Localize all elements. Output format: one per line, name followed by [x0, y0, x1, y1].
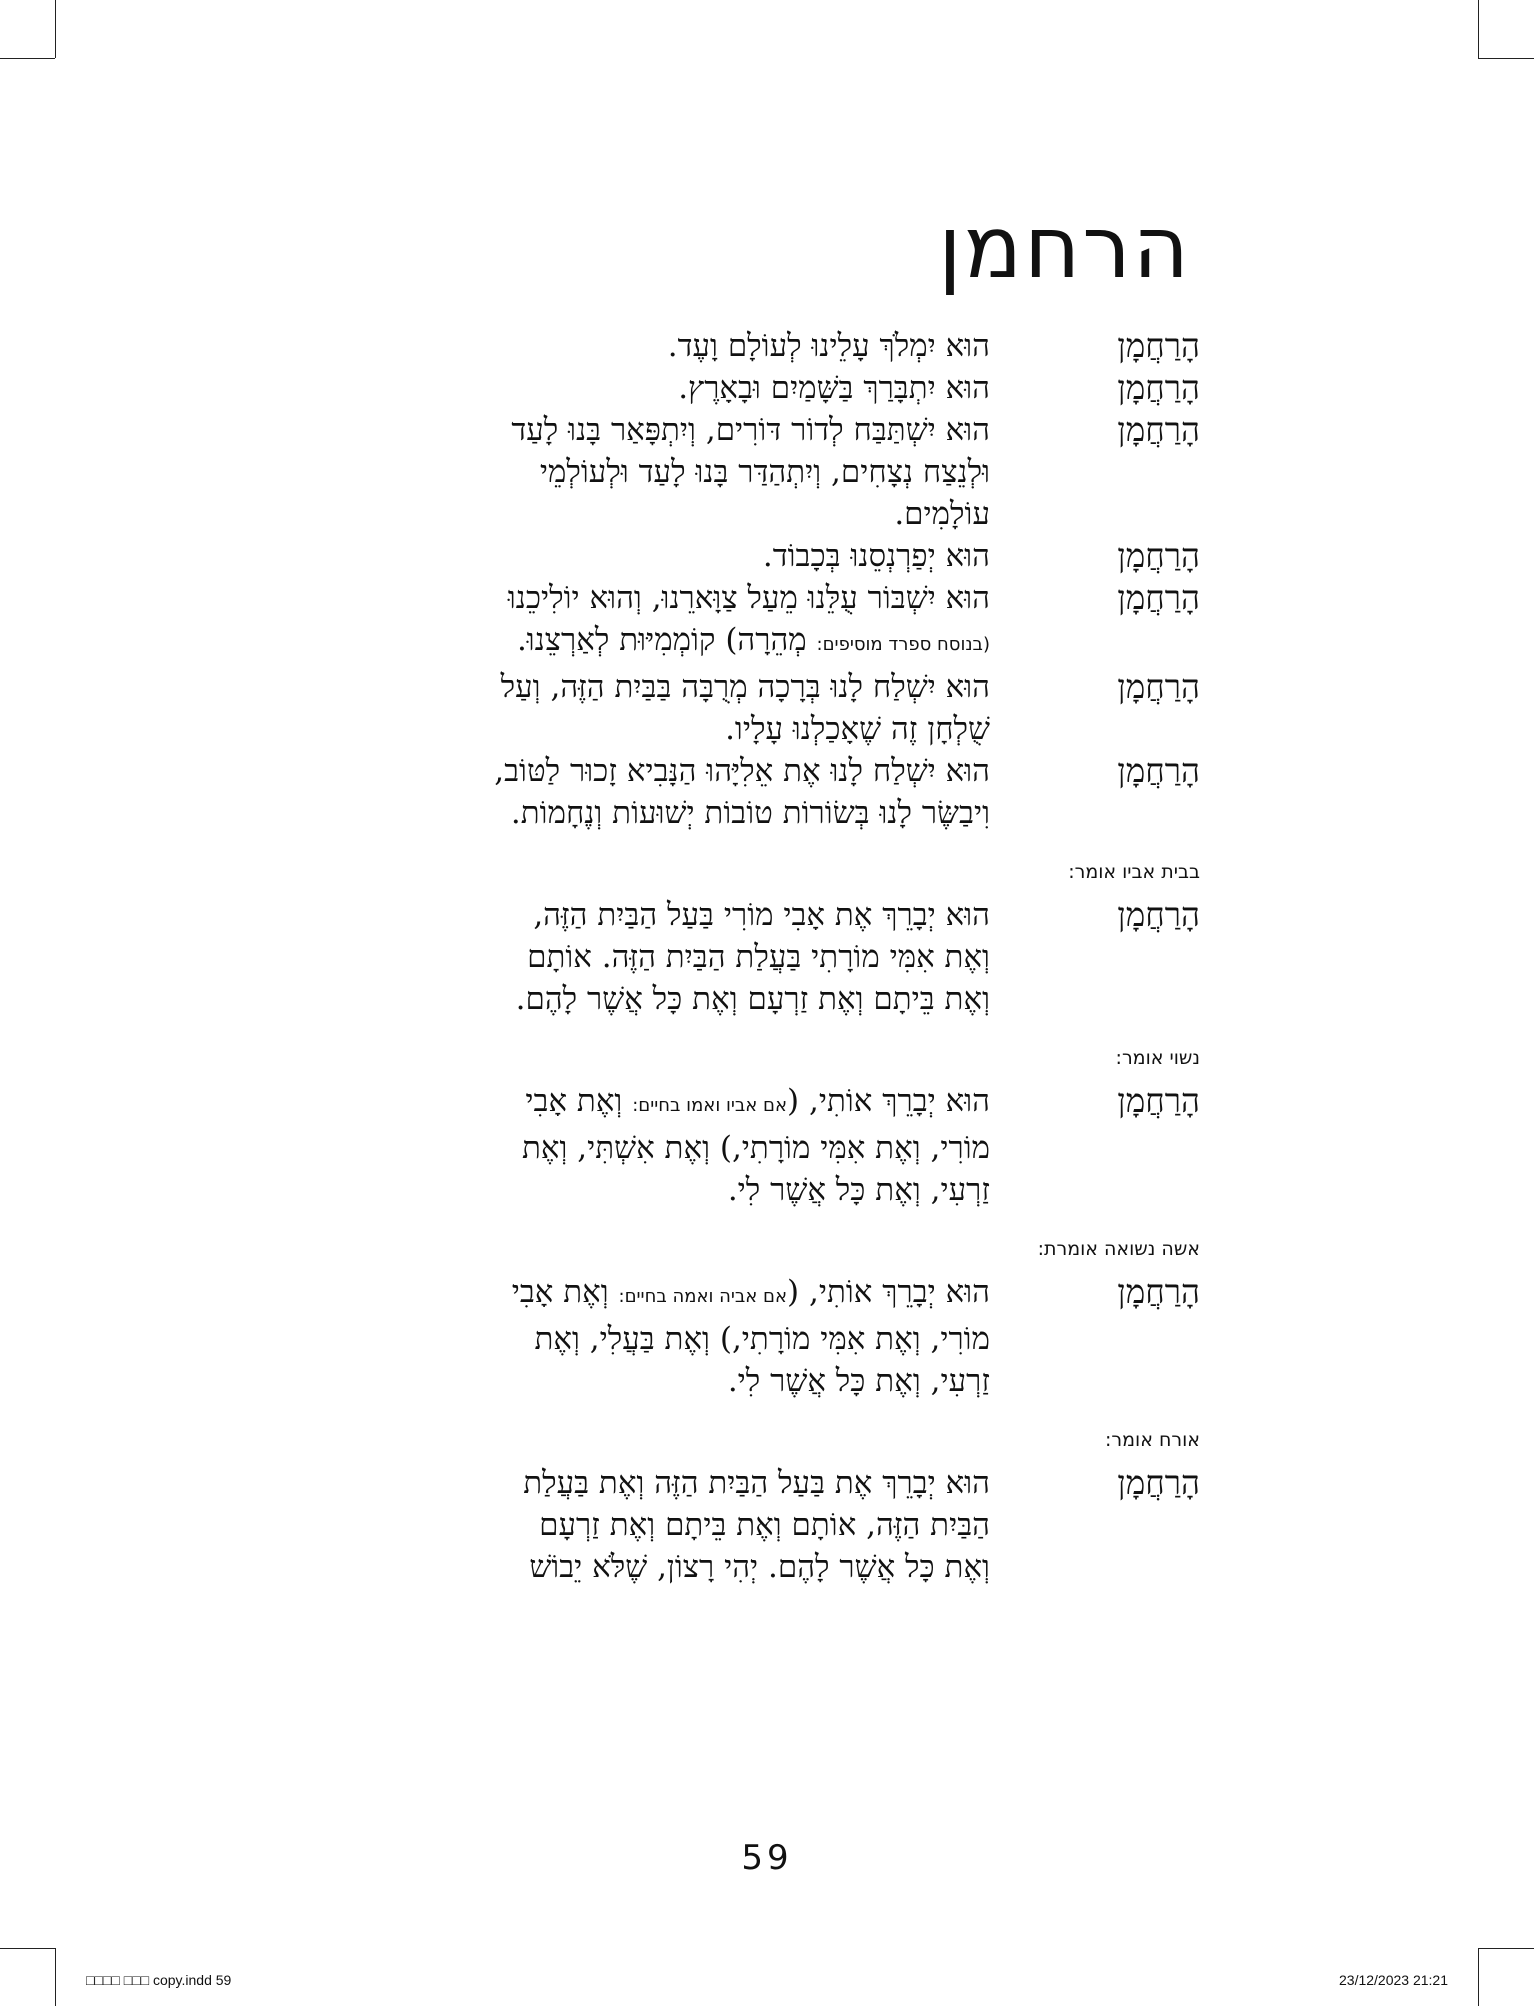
- text-fragment: הוּא יְבָרֵךְ אוֹתִי, (: [787, 1274, 990, 1310]
- text-line: הוּא יִשְׁתַּבַּח לְדוֹר דּוֹרִים, וְיִתְפָּאַר בָּנוּ לָעַד: [511, 412, 990, 448]
- prayer-entry: [200, 894, 1200, 1020]
- entry-label: הָרַחֲמָן: [1117, 1081, 1200, 1120]
- prayer-entry: [200, 1080, 1200, 1211]
- text-line: וְאֶת אִמִּי מוֹרָתִי בַּעֲלַת הַבַּיִת הַזֶּה. אוֹתָם: [527, 939, 990, 975]
- text-fragment: וְאֶת אָבִי: [525, 1083, 633, 1119]
- text-line: וְאֶת כָּל אֲשֶׁר לָהֶם. יְהִי רָצוֹן, שֶׁלֹּא יֵבוֹשׁ: [529, 1549, 990, 1585]
- prayer-entry: [200, 325, 1200, 367]
- prayer-entry: [200, 577, 1200, 666]
- crop-mark: [55, 1948, 56, 2006]
- prayer-entry: [200, 750, 1200, 834]
- text-line: וִיבַשֶּׂר לָנוּ בְּשׂוֹרוֹת טוֹבוֹת יְשׁוּעוֹת וְנֶחָמוֹת.: [510, 795, 990, 831]
- entry-body: [395, 577, 990, 666]
- text-line: הוּא יְבָרֵךְ אֶת בַּעַל הַבַּיִת הַזֶּה וְאֶת בַּעֲלַת: [523, 1465, 990, 1501]
- text-line: מוֹרִי, וְאֶת אִמִּי מוֹרָתִי,) וְאֶת בַּעֲלִי, וְאֶת: [534, 1321, 990, 1357]
- entry-body: [395, 409, 990, 535]
- text-line: זַרְעִי, וְאֶת כָּל אֲשֶׁר לִי.: [727, 1172, 990, 1208]
- section-instruction: אשה נשואה אומרת:: [1037, 1238, 1200, 1260]
- entry-label: הָרַחֲמָן: [1117, 895, 1200, 934]
- entry-body: [395, 666, 990, 750]
- entry-body: [395, 1080, 990, 1211]
- entry-body: [395, 894, 990, 1020]
- crop-mark: [0, 58, 55, 59]
- text-line: וּלְנֵצַח נְצָחִים, וְיִתְהַדַּר בָּנוּ לָעַד וּלְעוֹלְמֵי: [539, 454, 990, 490]
- entry-label: הָרַחֲמָן: [1117, 368, 1200, 407]
- entry-label: הָרַחֲמָן: [1117, 326, 1200, 365]
- prayer-entry: [200, 367, 1200, 409]
- entry-label: הָרַחֲמָן: [1117, 751, 1200, 790]
- entry-label: הָרַחֲמָן: [1117, 578, 1200, 617]
- crop-mark: [1478, 1948, 1534, 1949]
- text-line: הוּא יִתְבָּרַךְ בַּשָּׁמַיִם וּבָאָרֶץ.: [678, 370, 990, 406]
- page-title: הרחמן: [938, 198, 1191, 298]
- section-instruction: אורח אומר:: [1105, 1429, 1200, 1451]
- prayer-entry: [200, 409, 1200, 535]
- entry-body: [395, 1462, 990, 1588]
- entry-body: [395, 367, 990, 409]
- text-line: הוּא יִשְׁבּוֹר עֻלֵּנוּ מֵעַל צַוָּארֵנוּ, וְהוּא יוֹלִיכֵנוּ: [507, 580, 990, 616]
- text-line: [395, 619, 990, 666]
- entry-label: הָרַחֲמָן: [1117, 410, 1200, 449]
- text-line: עוֹלָמִים.: [894, 496, 990, 532]
- crop-mark: [1478, 0, 1479, 58]
- section-instruction: בבית אביו אומר:: [1068, 861, 1200, 883]
- slug-filename: □□□□ □□□ copy.indd 59: [86, 1972, 232, 1988]
- slug-datetime: 23/12/2023 21:21: [1339, 1972, 1448, 1988]
- entry-label: הָרַחֲמָן: [1117, 667, 1200, 706]
- text-line: [395, 1080, 990, 1127]
- crop-mark: [1478, 1948, 1479, 2006]
- entry-body: [395, 750, 990, 834]
- prayer-text: [200, 325, 1200, 1588]
- prayer-entry: [200, 666, 1200, 750]
- entry-label: הָרַחֲמָן: [1117, 1272, 1200, 1311]
- crop-mark: [1478, 58, 1534, 59]
- crop-mark: [0, 1948, 55, 1949]
- entry-label: הָרַחֲמָן: [1117, 1463, 1200, 1502]
- text-fragment: וְאֶת אָבִי: [511, 1274, 619, 1310]
- text-line: הוּא יִמְלֹךְ עָלֵינוּ לְעוֹלָם וָעֶד.: [667, 328, 990, 364]
- text-line: הַבַּיִת הַזֶּה, אוֹתָם וְאֶת בֵּיתָם וְאֶת זַרְעָם: [539, 1507, 990, 1543]
- text-fragment: הוּא יְבָרֵךְ אוֹתִי, (: [787, 1083, 990, 1119]
- text-line: הוּא יְפַרְנְסֵנוּ בְּכָבוֹד.: [762, 538, 990, 574]
- text-line: שֻׁלְחָן זֶה שֶׁאָכַלְנוּ עָלָיו.: [725, 711, 990, 747]
- page-number: 59: [741, 1838, 793, 1878]
- nusach-note: (בנוסח ספרד מוסיפים:: [816, 634, 990, 655]
- text-line: הוּא יִשְׁלַח לָנוּ בְּרָכָה מְרֻבָּה בַּבַּיִת הַזֶּה, וְעַל: [500, 669, 990, 705]
- text-line: מוֹרִי, וְאֶת אִמִּי מוֹרָתִי,) וְאֶת אִשְׁתִּי, וְאֶת: [521, 1130, 990, 1166]
- text-line: הוּא יִשְׁלַח לָנוּ אֶת אֵלִיָּהוּ הַנָּבִיא זָכוּר לַטּוֹב,: [494, 753, 990, 789]
- text-line: וְאֶת בֵּיתָם וְאֶת זַרְעָם וְאֶת כָּל אֲשֶׁר לָהֶם.: [515, 981, 990, 1017]
- prayer-entry: [200, 535, 1200, 577]
- crop-mark: [55, 0, 56, 58]
- entry-body: [395, 1271, 990, 1402]
- prayer-entry: [200, 1462, 1200, 1588]
- entry-body: [395, 325, 990, 367]
- parents-note: אם אביה ואמה בחיים:: [618, 1286, 788, 1307]
- entry-label: הָרַחֲמָן: [1117, 536, 1200, 575]
- text-line: זַרְעִי, וְאֶת כָּל אֲשֶׁר לִי.: [727, 1363, 990, 1399]
- text-fragment: מְהֵרָה) קוֹמְמִיּוּת לְאַרְצֵנוּ.: [516, 622, 807, 658]
- entry-body: [395, 535, 990, 577]
- prayer-entry: [200, 1271, 1200, 1402]
- section-instruction: נשוי אומר:: [1115, 1047, 1200, 1069]
- text-line: הוּא יְבָרֵךְ אֶת אָבִי מוֹרִי בַּעַל הַבַּיִת הַזֶּה,: [533, 897, 990, 933]
- parents-note: אם אביו ואמו בחיים:: [632, 1095, 788, 1116]
- text-line: [395, 1271, 990, 1318]
